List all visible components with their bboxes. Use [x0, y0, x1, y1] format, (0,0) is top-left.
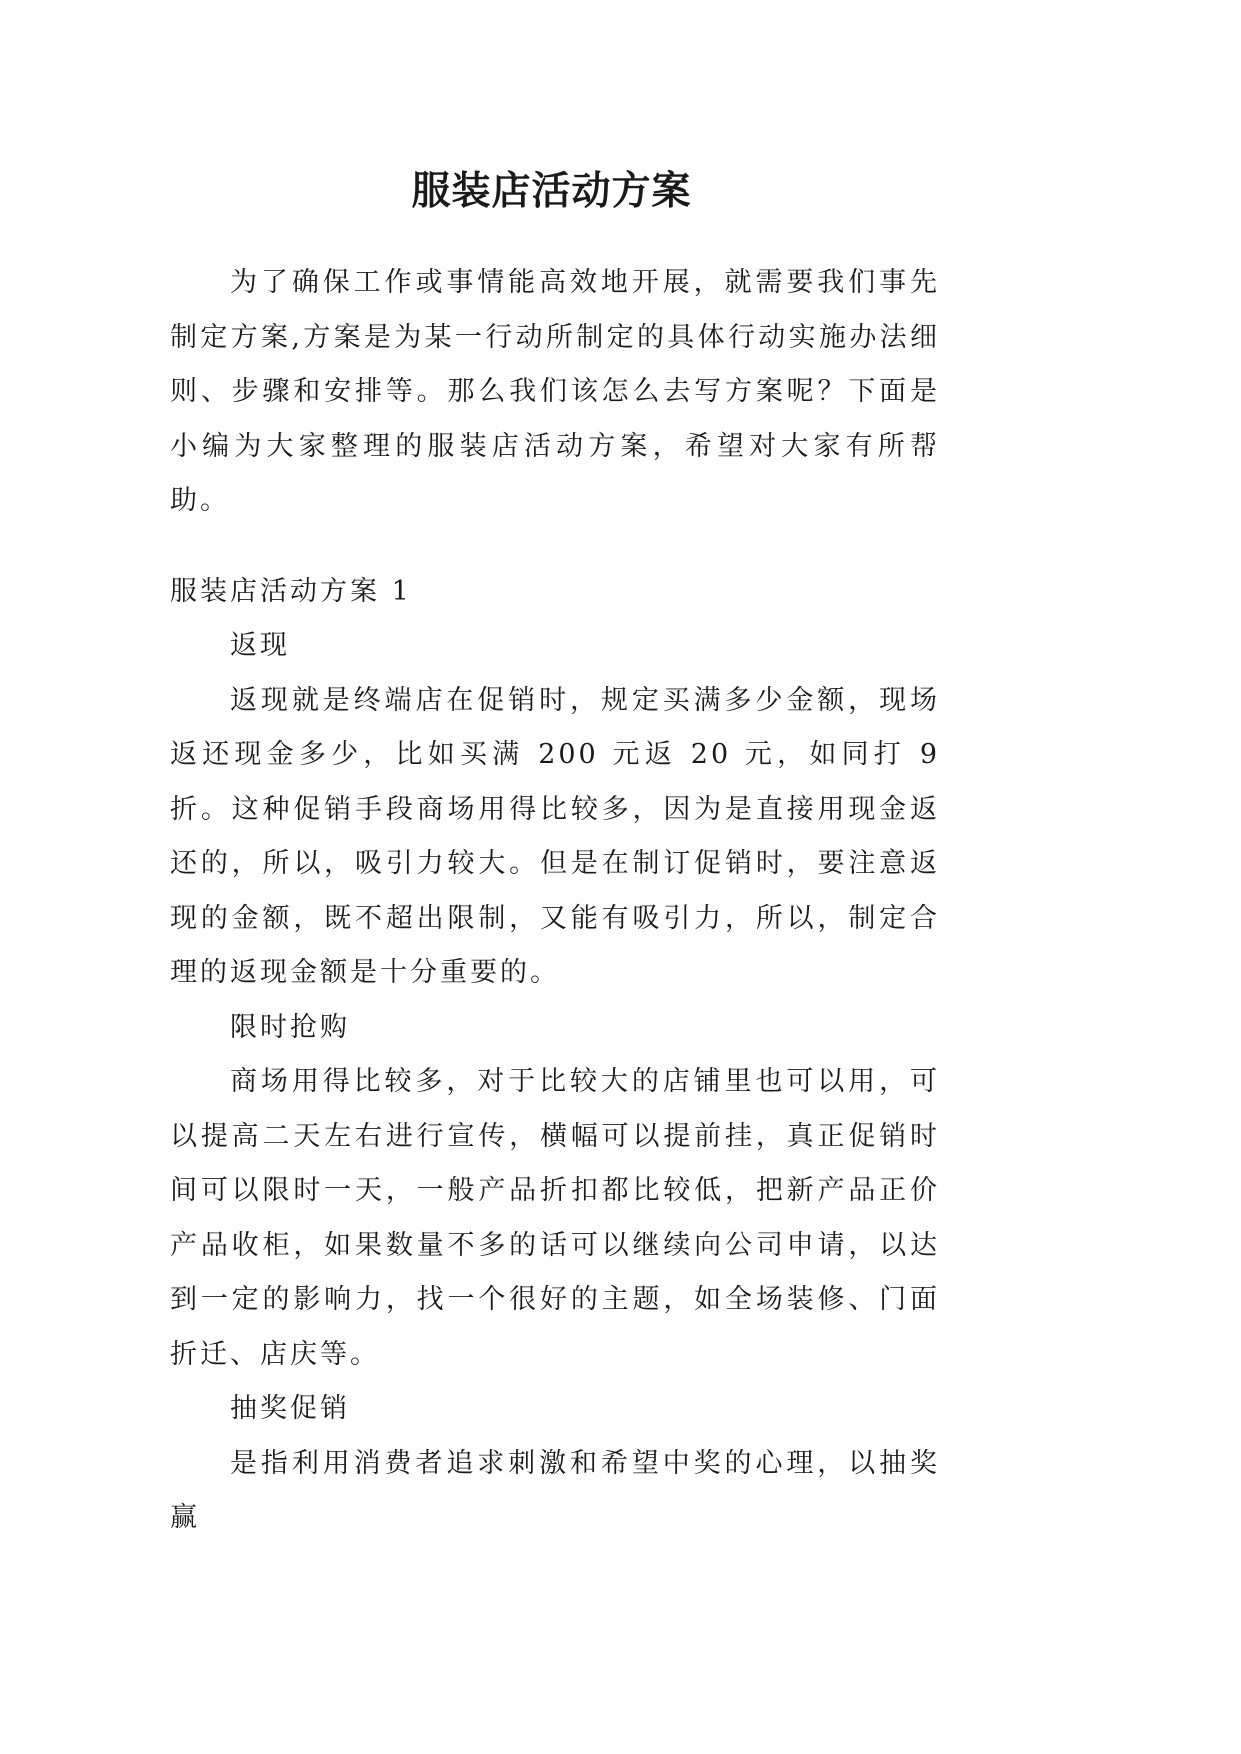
section-heading: 服装店活动方案 1	[170, 575, 412, 607]
subsection-body-cashback: 返现就是终端店在促销时，规定买满多少金额，现场返还现金多少，比如买满 200 元返 20 元，如同打 9 折。这种促销手段商场用得比较多，因为是直接用现金返还的，所以，吸引力较大。但是在制订促销时，要注意返现的金额，既不超出限制，又能有吸引力，所以，制定合理的返现金额是十分重要的。	[170, 684, 940, 988]
document-body	[170, 256, 940, 1546]
subsection-body-flash-sale: 商场用得比较多，对于比较大的店铺里也可以用，可以提高二天左右进行宣传，横幅可以提前挂，真正促销时间可以限时一天，一般产品折扣都比较低，把新产品正价产品收柜，如果数量不多的话可以继续向公司申请，以达到一定的影响力，找一个很好的主题，如全场装修、门面折迁、店庆等。	[170, 1066, 940, 1370]
subsection-body-lottery: 是指利用消费者追求刺激和希望中奖的心理，以抽奖赢	[170, 1447, 940, 1533]
document-title: 服装店活动方案	[411, 169, 692, 215]
subsection-heading-lottery: 抽奖促销	[230, 1393, 350, 1424]
subsection-heading-flash-sale: 限时抢购	[230, 1011, 350, 1043]
subsection-heading-cashback: 返现	[230, 630, 290, 661]
intro-paragraph: 为了确保工作或事情能高效地开展，就需要我们事先制定方案,方案是为某一行动所制定的具体行动实施办法细则、步骤和安排等。那么我们该怎么去写方案呢？下面是小编为大家整理的服装店活动方案，希望对大家有所帮助。	[170, 267, 940, 516]
